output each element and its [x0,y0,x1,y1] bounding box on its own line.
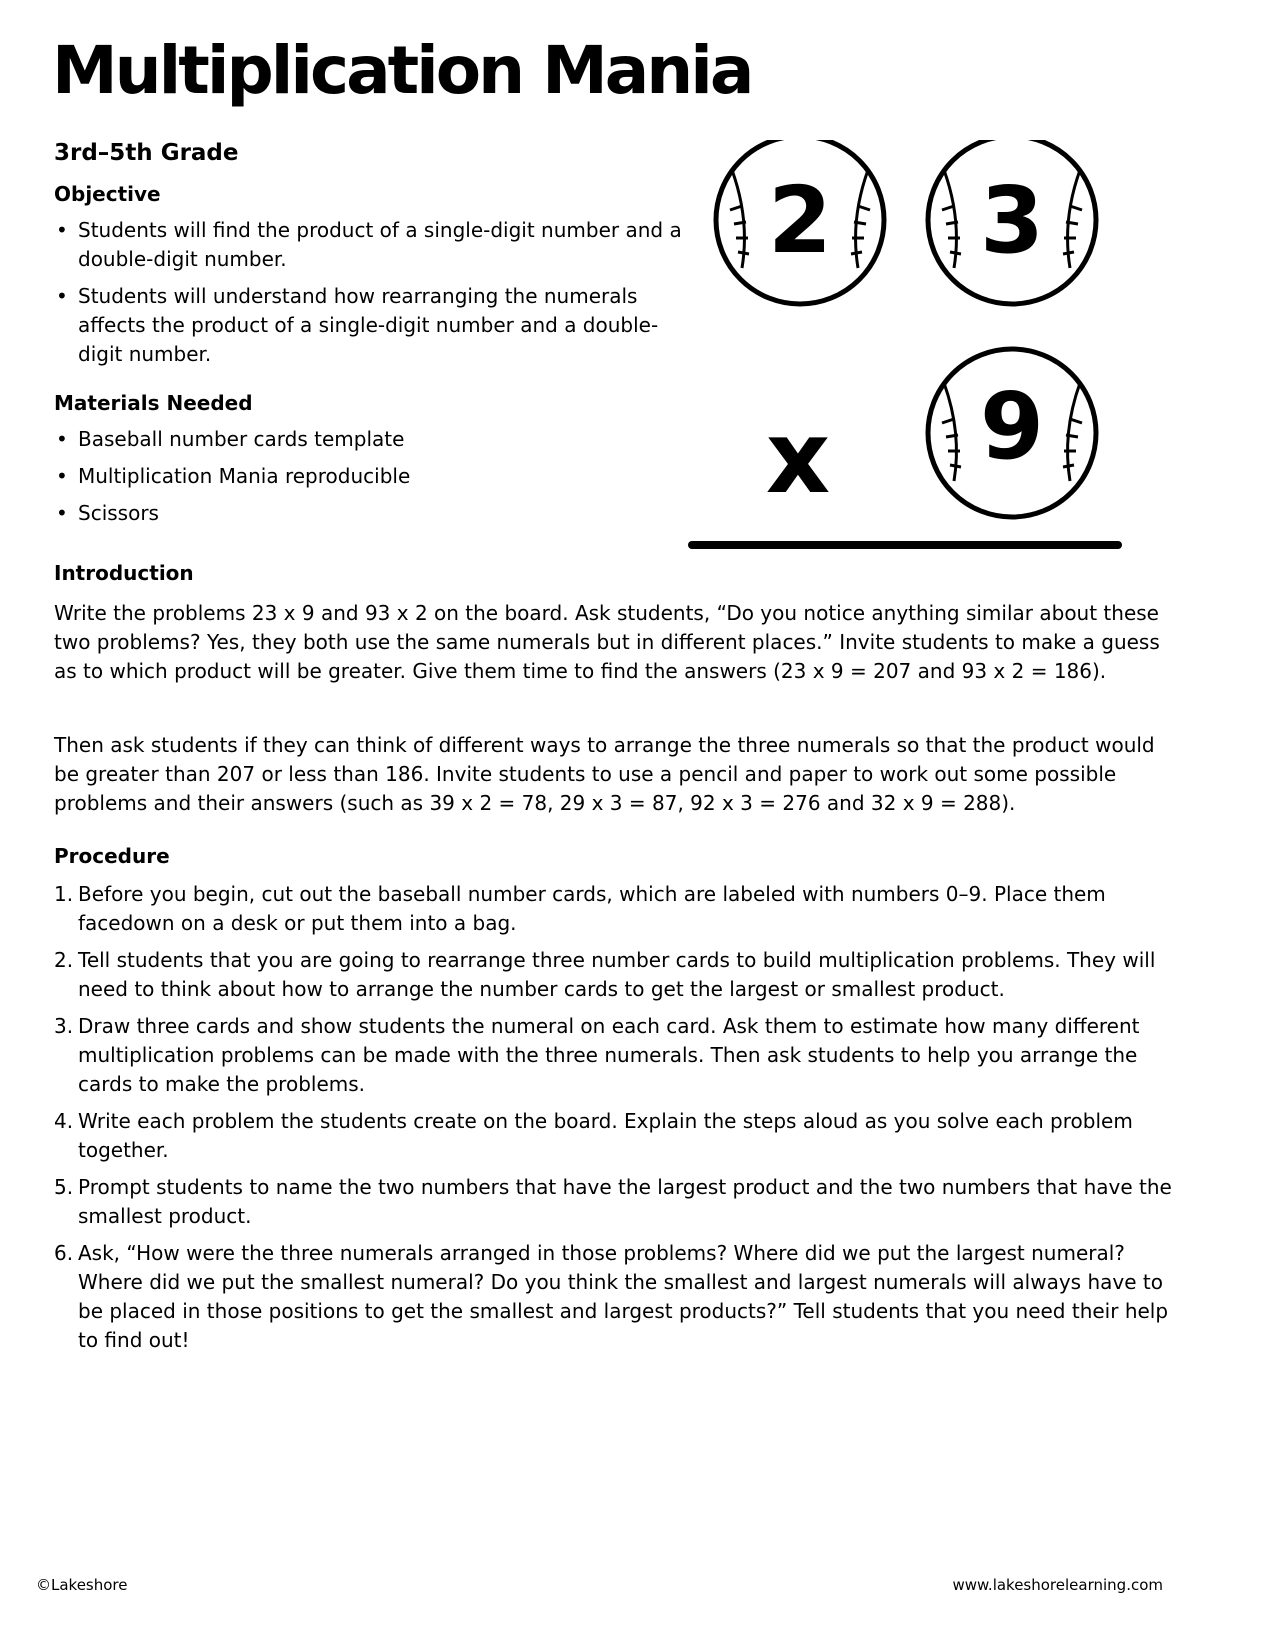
introduction-paragraph: Then ask students if they can think of different ways to arrange the three numerals so that the product would be greater than 207 or less than 186. Invite students to use a pencil and paper to work out some possible problems and their answers (such as 39 x 2 = 78, 29 x 3 = 87, 92 x 3 = 276 and 32 x 9 = 288). [54,733,1155,815]
step-text: Write each problem the students create on the board. Explain the steps aloud as you solve each problem together. [78,1109,1133,1162]
ball-numeral: 2 [767,167,833,274]
procedure-step [54,946,1174,1004]
introduction-paragraph: Write the problems 23 x 9 and 93 x 2 on the board. Ask students, “Do you notice anything similar about these two problems? Yes, they both use the same numerals but in different places.” Invite students to make a guess as to which product will be greater. Give them time to find the answers (23 x 9 = 207 and 93 x 2 = 186). [54,601,1160,683]
step-number: 5. [54,1175,74,1199]
procedure-list [54,880,1174,1363]
materials-heading: Materials Needed [54,390,253,415]
step-number: 1. [54,882,74,906]
step-text: Before you begin, cut out the baseball number cards, which are labeled with numbers 0–9. Place them facedown on a desk or put them into a bag. [78,882,1106,935]
materials-item: • Scissors [54,499,694,528]
step-number: 6. [54,1241,74,1265]
procedure-step [54,1239,1174,1355]
step-text: Draw three cards and show students the numeral on each card. Ask them to estimate how many different multiplication problems can be made with the three numerals. Then ask students to help you arrange the cards to make the problems. [78,1014,1140,1096]
step-number: 3. [54,1014,74,1038]
materials-item: • Baseball number cards template [54,425,694,454]
grade-level: 3rd–5th Grade [54,140,239,166]
objective-heading: Objective [54,181,161,206]
step-text: Prompt students to name the two numbers that have the largest product and the two numbers that have the smallest product. [78,1175,1172,1228]
website-link[interactable]: www.lakeshorelearning.com [952,1576,1163,1594]
baseball-icon [928,140,1096,304]
procedure-step [54,1107,1174,1165]
objective-item: • Students will find the product of a single-digit number and a double-digit number. [54,216,694,274]
step-number: 4. [54,1109,74,1133]
procedure-step [54,1173,1174,1231]
baseball-icon [928,349,1096,517]
materials-item: • Multiplication Mania reproducible [54,462,694,491]
multiply-sign: x [765,399,831,516]
copyright-text: ©Lakeshore [36,1576,128,1594]
introduction-heading: Introduction [54,561,194,585]
baseball-multiplication-illustration [680,140,1150,560]
step-text: Tell students that you are going to rearrange three number cards to build multiplication problems. They will need to think about how to arrange the number cards to get the largest or smallest product. [78,948,1156,1001]
page-title: Multiplication Mania [52,32,752,109]
objective-item: • Students will understand how rearranging the numerals affects the product of a single-digit number and a double-digit number. [54,282,694,369]
baseball-icon [716,140,884,304]
step-number: 2. [54,948,74,972]
ball-numeral: 9 [979,373,1045,480]
ball-numeral: 3 [979,167,1045,274]
left-column [54,140,694,536]
materials-list [54,425,694,528]
procedure-step [54,880,1174,938]
procedure-step [54,1012,1174,1099]
procedure-heading: Procedure [54,844,170,868]
step-text: Ask, “How were the three numerals arranged in those problems? Where did we put the largest numeral? Where did we put the smallest numeral? Do you think the smallest and largest numerals will always have to be placed in those positions to get the smallest and largest products?” Tell students that you need their help to find out! [78,1241,1169,1352]
objective-list [54,216,694,369]
